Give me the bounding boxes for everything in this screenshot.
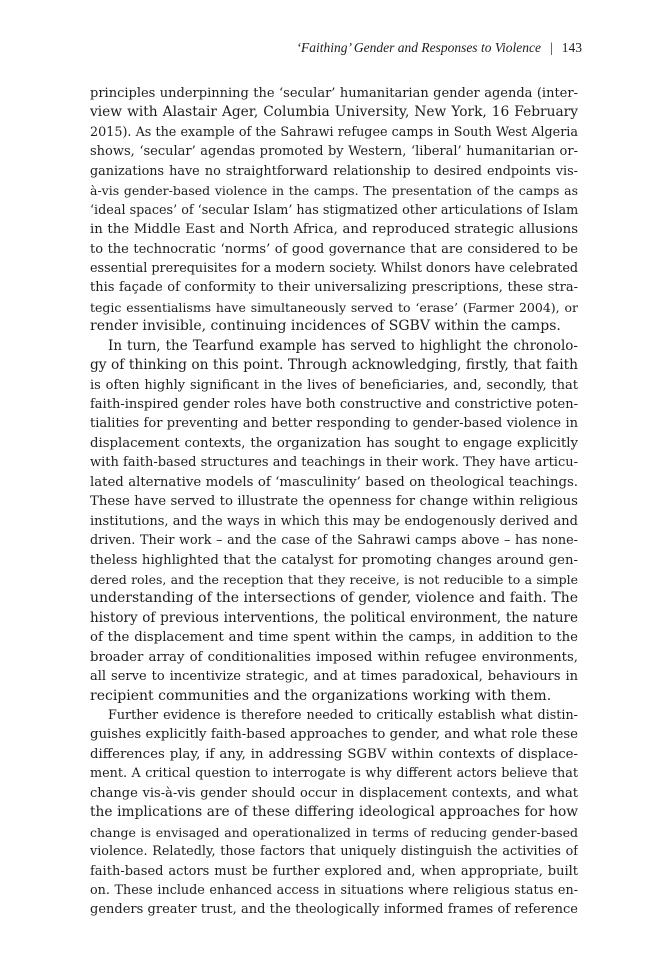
text-line: to the technocratic ‘norms’ of good governance that are considered to be [90,241,578,257]
text-line: recipient communities and the organizations working with them. [90,687,552,704]
text-line: institutions, and the ways in which this may be endogenously derived and [90,513,578,529]
text-line: 2015). As the example of the Sahrawi refugee camps in South West Algeria [90,124,578,140]
text-line: history of previous interventions, the political environment, the nature [90,609,578,626]
text-line: principles underpinning the ‘secular’ humanitarian gender agenda (inter- [90,86,578,101]
page-number: 143 [561,40,582,55]
text-line: driven. Their work – and the case of the Sahrawi camps above – has none- [90,533,578,549]
text-line: change vis-à-vis gender should occur in displacement contexts, and what [90,785,578,801]
text-line: Further evidence is therefore needed to critically establish what distin- [108,708,578,723]
text-line: lated alternative models of ‘masculinity’ based on theological teachings. [90,474,578,490]
text-line: change is envisaged and operationalized in terms of reducing gender-based [90,824,578,840]
text-line: à-vis gender-based violence in the camps. The presentation of the camps as [90,183,578,199]
text-line: ‘ideal spaces’ of ‘secular Islam’ has stigmatized other articulations of Islam [90,202,578,218]
text-line: differences play, if any, in addressing SGBV within contexts of displace- [90,746,578,762]
text-line: render invisible, continuing incidences of SGBV within the camps. [90,318,561,335]
text-line: this façade of conformity to their universalizing prescriptions, these stra- [90,280,578,296]
text-line: on. These include enhanced access in situations where religious status en- [90,882,578,898]
running-head [296,40,582,56]
text-line: dered roles, and the reception that they receive, is not reducible to a simple [90,571,578,587]
text-line: guishes explicitly faith-based approaches to gender, and what role these [90,727,578,743]
header-separator: | [550,40,553,55]
text-line: in the Middle East and North Africa, and reproduced strategic allusions [90,222,578,238]
text-line: theless highlighted that the catalyst for promoting changes around gen- [90,552,578,568]
running-title: ‘Faithing’ Gender and Responses to Violence [296,40,542,55]
text-line: with faith-based structures and teachings in their work. They have articu- [90,455,578,471]
text-line: essential prerequisites for a modern society. Whilst donors have celebrated [90,260,578,276]
text-line: broader array of conditionalities imposed within refugee environments, [90,649,578,665]
text-line: genders greater trust, and the theologically informed frames of reference [90,902,578,918]
text-line: all serve to incentivize strategic, and at times paradoxical, behaviours in [90,669,578,685]
text-line: tialities for preventing and better responding to gender-based violence in [90,416,578,432]
text-line: view with Alastair Ager, Columbia University, New York, 16 February [90,104,578,121]
text-line: In turn, the Tearfund example has served to highlight the chronolo- [108,337,578,354]
text-line: shows, ‘secular’ agendas promoted by Western, ‘liberal’ humanitarian or- [90,144,578,160]
text-line: the implications are of these differing ideological approaches for how [90,804,578,821]
text-line: tegic essentialisms have simultaneously served to ‘erase’ (Farmer 2004), or [90,299,578,315]
text-line: faith-inspired gender roles have both constructive and constrictive poten- [90,397,578,412]
text-line: gy of thinking on this point. Through acknowledging, firstly, that faith [90,357,578,374]
body-text [90,84,578,920]
text-line: ganizations have no straightforward relationship to desired endpoints vis- [90,163,578,179]
text-line: violence. Relatedly, those factors that uniquely distinguish the activities of [90,844,578,860]
text-line: ment. A critical question to interrogate is why different actors believe that [90,766,578,782]
text-line: of the displacement and time spent within the camps, in addition to the [90,630,578,646]
text-line: is often highly significant in the lives of beneficiaries, and, secondly, that [90,377,578,393]
text-line: faith-based actors must be further explored and, when appropriate, built [90,863,578,879]
text-line: These have served to illustrate the openness for change within religious [90,494,578,510]
text-line: understanding of the intersections of gender, violence and faith. The [90,590,578,607]
text-line: displacement contexts, the organization has sought to engage explicitly [90,435,578,451]
